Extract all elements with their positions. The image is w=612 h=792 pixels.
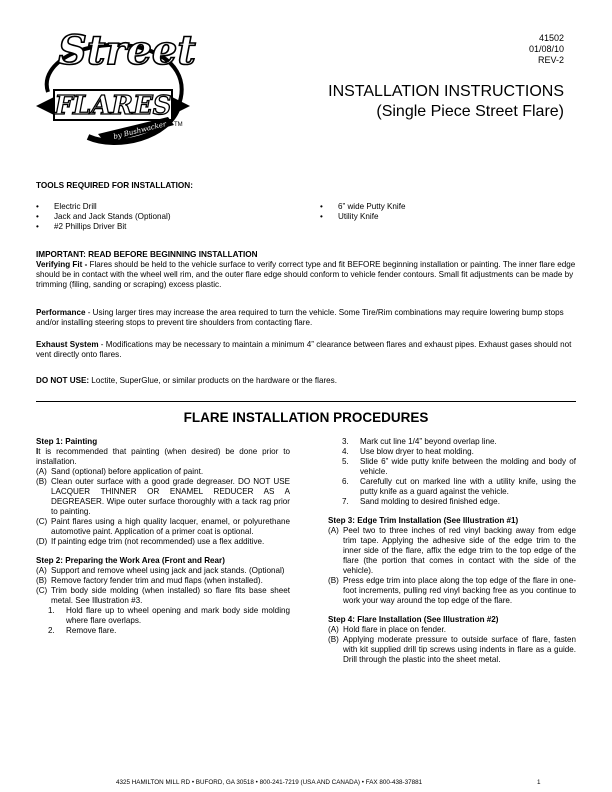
performance-paragraph [36,308,576,328]
list-item: (A) Peel two to three inches of red vinyl backing away from edge trim tape. Applying the adhesive side of the edge trim to the inner side of the flare, affix the edge trim to the top edge of the flare (the portion that comes in contact with the side of the vehicle). [328,526,576,575]
verify-fit-paragraph [36,260,576,290]
trademark-mark: TM [174,122,183,128]
list-item: (B) Clean outer surface with a good grade degreaser. DO NOT USE LACQUER THINNER OR ENAMEL REDUCER AS A DEGREASER. Wipe outer surface thoroughly with a tack rag prior to painting. [36,477,290,516]
title-line-2: (Single Piece Street Flare) [376,103,564,120]
do-not-use-label: DO NOT USE: [36,376,90,385]
list-item: (B) Applying moderate pressure to outside surface of flare, fasten with kit supplied drill tip screws using indents in flare as a guide. Drill through the plastic into the sheet metal. [328,635,576,664]
list-item: (B) Press edge trim into place along the top edge of the flare in one-foot increments, pulling red vinyl backing free as you continue to work your way around the top edge of the flare. [328,576,576,605]
list-item: 1. Hold flare up to wheel opening and mark body side molding where flare overlaps. [48,606,290,625]
page-title [328,82,564,122]
tools-heading: TOOLS REQUIRED FOR INSTALLATION: [36,181,193,190]
doc-number: 41502 [538,33,564,43]
list-item: (B) Remove factory fender trim and mud flaps (when installed). [36,576,263,585]
doc-revision: REV-2 [537,55,564,65]
do-not-use-paragraph [36,376,576,386]
do-not-use-text: Loctite, SuperGlue, or similar products on the hardware or the flares. [89,376,337,385]
verify-fit-label: Verifying Fit - [36,260,88,269]
tool-item: • 6” wide Putty Knife [320,202,405,212]
performance-text: - Using larger tires may increase the area required to turn the vehicle. Some Tire/Rim combinations may require lowering bump stops and/or installing steering stops to prevent tire shoulders from contacting flare. [36,308,564,327]
logo-byline: by Bushwacker [112,120,168,141]
step-1-heading: Step 1: Painting [36,437,98,446]
tools-list-left [36,202,171,232]
page-number: 1 [537,779,541,786]
procedures-right-column [328,437,576,665]
list-item: 5. Slide 6” wide putty knife between the molding and body of vehicle. [342,457,576,476]
list-item: (A) Support and remove wheel using jack and jack stands. (Optional) [36,566,285,575]
list-item: (C) Trim body side molding (when installed) so flare fits base sheet metal. See Illustration #3. [36,586,290,605]
step-3-heading: Step 3: Edge Trim Installation (See Illustration #1) [328,516,519,525]
list-item: 7. Sand molding to desired finished edge. [342,497,500,506]
step-1-intro: It is recommended that painting (when desired) be done prior to installation. [36,447,290,466]
exhaust-text: - Modifications may be necessary to maintain a minimum 4” clearance between flares and exhaust pipes. Exhaust gases should not vent directly onto flares. [36,340,572,359]
document-meta [529,33,564,66]
list-item: 3. Mark cut line 1/4” beyond overlap line. [342,437,497,446]
procedures-title: FLARE INSTALLATION PROCEDURES [183,410,429,425]
tool-item: • Electric Drill [36,202,171,212]
tool-item: • #2 Phillips Driver Bit [36,222,171,232]
list-item: (C) Paint flares using a high quality lacquer, enamel, or polyurethane automotive paint. Application of a primer coat is optional. [36,517,290,536]
list-item: 6. Carefully cut on marked line with a utility knife, using the putty knife as a guard against the vehicle. [342,477,576,496]
doc-date: 01/08/10 [528,44,564,54]
tool-item: • Jack and Jack Stands (Optional) [36,212,171,222]
important-heading: IMPORTANT: READ BEFORE BEGINNING INSTALLATION [36,250,258,259]
footer-address: 4325 HAMILTON MILL RD • BUFORD, GA 30518 • 800-241-7219 (USA AND CANADA) • FAX 800-438-37881 [116,779,423,786]
step-2-heading: Step 2: Preparing the Work Area (Front and Rear) [36,556,225,565]
logo-word-text: FLARES [54,91,172,121]
title-line-1: INSTALLATION INSTRUCTIONS [328,83,564,100]
list-item: (A) Hold flare in place on fender. [328,625,447,634]
street-flares-logo [28,12,198,152]
exhaust-label: Exhaust System [36,340,99,349]
tool-item: • Utility Knife [320,212,405,222]
verify-fit-text: Flares should be held to the vehicle surface to verify correct type and fit BEFORE beginning installation or painting. The inner flare edge should be in contact with the wheel well rim, and the outer flare edge should conform to vehicle fender contours. Small fit adjustments can be made by trimming (filing, sanding or scraping) excess plastic. [36,260,576,289]
performance-label: Performance [36,308,86,317]
step-4-heading: Step 4: Flare Installation (See Illustration #2) [328,615,499,624]
section-divider [36,401,576,402]
list-item: 4. Use blow dryer to heat molding. [342,447,474,456]
list-item: 2. Remove flare. [48,626,117,635]
tools-list-right [320,202,405,222]
procedures-left-column [36,437,290,636]
list-item: (A) Sand (optional) before application of paint. [36,467,204,476]
list-item: (D) If painting edge trim (not recommended) use a flex additive. [36,537,265,546]
logo-script-text: Street [58,27,196,74]
exhaust-paragraph [36,340,576,360]
